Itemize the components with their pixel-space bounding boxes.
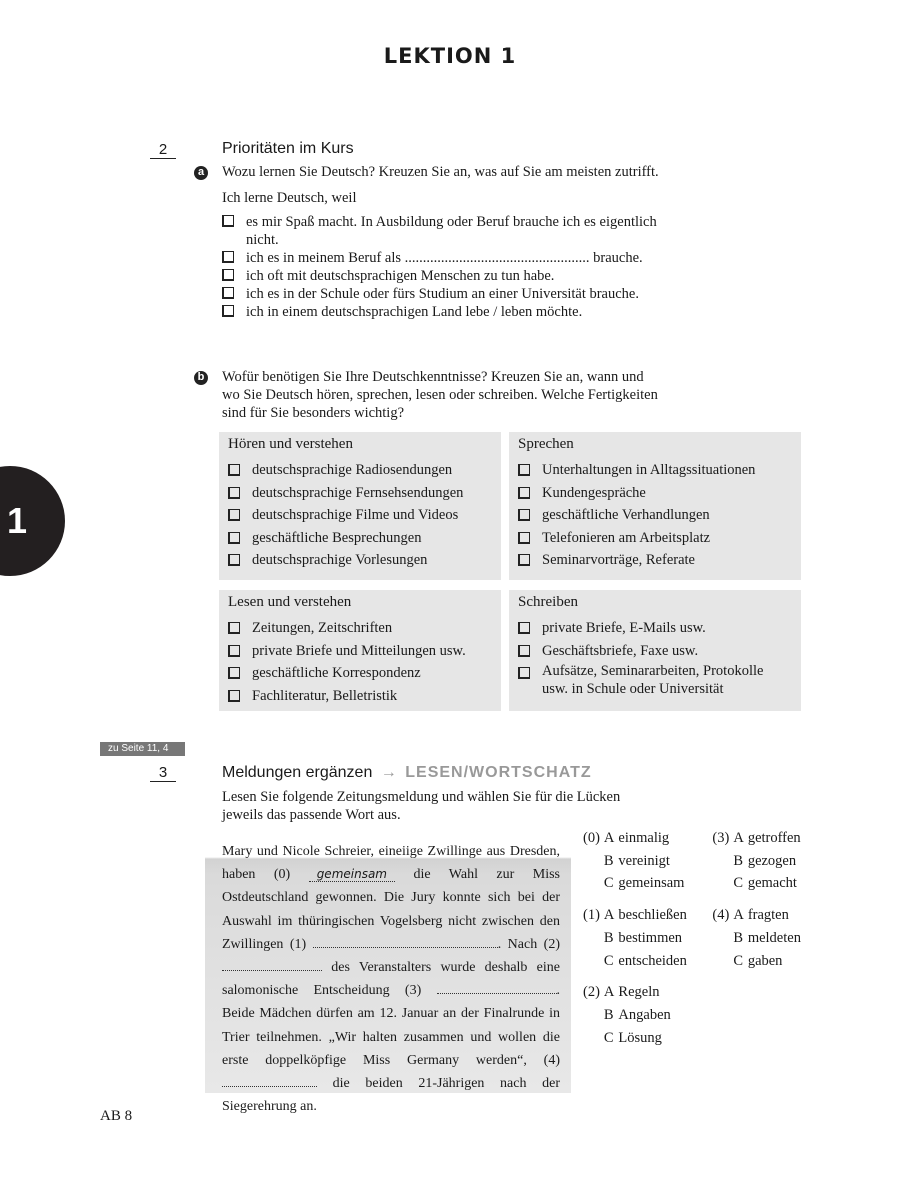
checkbox[interactable] (228, 464, 240, 476)
checkbox[interactable] (518, 509, 530, 521)
checkbox[interactable] (228, 532, 240, 544)
skill-box-schreiben (509, 590, 801, 711)
page-title: LEKTION 1 (383, 44, 517, 68)
checkbox[interactable] (228, 667, 240, 679)
checkbox-label: Kundengespräche (542, 484, 646, 501)
checkbox-item (228, 482, 492, 505)
checkbox[interactable] (518, 622, 530, 634)
checkbox[interactable] (518, 645, 530, 657)
option-word[interactable]: fragten (747, 907, 789, 924)
chapter-tab (0, 466, 65, 576)
gap-1[interactable] (313, 947, 498, 948)
checkbox[interactable] (222, 287, 234, 299)
text: . Beide Mädchen dürfen am 12. Januar an der Finalrunde in Trier teilnehmen. „Wir halten zusammen und wollen die erste doppelköpfige Miss Germany werden“, (4) (222, 983, 560, 1068)
checkbox-label: Telefonieren am Arbeitsplatz (542, 529, 711, 546)
news-text (222, 840, 560, 1118)
option-word[interactable]: vereinigt (618, 852, 670, 869)
checkbox-item (518, 617, 792, 640)
text: Mary und Nicole Schreier, eineiige Zwillinge aus Dresden, haben (0) (222, 844, 560, 883)
checkbox[interactable] (222, 215, 234, 227)
checkbox-label: Seminarvorträge, Referate (542, 552, 695, 569)
checkbox-label: deutschsprachige Fernsehsendungen (252, 484, 464, 501)
checkbox[interactable] (518, 487, 530, 499)
item-number (712, 950, 733, 973)
instruction: Lesen Sie folgende Zeitungsmeldung und wählen Sie für die Lücken jeweils das passende Wort aus. (222, 789, 621, 823)
checkbox-item (518, 482, 792, 505)
checkbox-item (518, 640, 792, 663)
text: . Nach (2) (497, 936, 560, 952)
option-row (583, 981, 805, 1004)
checkbox[interactable] (228, 487, 240, 499)
checkbox-label: Aufsätze, Seminararbeiten, Protokolle usw. in Schule oder Universität (542, 663, 764, 698)
option-letter[interactable]: A (733, 830, 744, 846)
checkbox-item (228, 504, 492, 527)
page-reference-tag: zu Seite 11, 4 (100, 742, 185, 756)
text: die beiden 21-Jährigen nach der Siegerehrung an. (222, 1076, 560, 1115)
checkbox[interactable] (228, 509, 240, 521)
item-number: (3) (712, 830, 730, 846)
checkbox-list (222, 213, 662, 321)
checkbox-label: ich oft mit deutschsprachigen Menschen zu tun habe. (246, 268, 555, 284)
item-number: (1) (583, 907, 600, 924)
checkbox-label: deutschsprachige Vorlesungen (252, 552, 428, 569)
checkbox[interactable] (518, 464, 530, 476)
item-number (583, 1027, 604, 1050)
item-number (583, 1004, 604, 1027)
checkbox-item (518, 504, 792, 527)
option-word[interactable]: bestimmen (618, 929, 683, 946)
exercise-number: 2 (150, 142, 176, 159)
option-letter[interactable]: B (733, 852, 743, 869)
checkbox[interactable] (518, 667, 530, 679)
item-number: (2) (583, 984, 600, 1001)
item-number (583, 872, 604, 895)
option-letter[interactable]: C (603, 875, 614, 892)
exercise-heading: Prioritäten im Kurs (222, 140, 354, 157)
option-letter[interactable]: C (733, 875, 743, 892)
option-word[interactable]: getroffen (747, 830, 801, 846)
checkbox-item (222, 249, 662, 267)
checkbox-item (228, 640, 492, 663)
item-number (583, 950, 604, 973)
item-number (712, 850, 733, 873)
text: die Wahl zur Miss Ostdeutschland gewonnen. Die Jury konnte sich bei der Auswahl im thüringischen Vogelsberg nicht zwischen den Zwillingen (1) (222, 867, 561, 952)
option-letter[interactable]: A (733, 907, 744, 924)
option-row (583, 950, 805, 973)
checkbox[interactable] (222, 269, 234, 281)
marker-a: a (194, 166, 208, 180)
option-word[interactable]: beschließen (618, 907, 687, 924)
instruction: Wofür benötigen Sie Ihre Deutschkenntnisse? Kreuzen Sie an, wann und wo Sie Deutsch hören, sprechen, lesen oder schreiben. Welche Fertigkeiten sind für Sie besonders wichtig? (222, 369, 658, 421)
option-row (583, 1027, 805, 1050)
option-letter[interactable]: B (603, 929, 614, 946)
option-letter[interactable]: B (603, 1006, 614, 1023)
checkbox-label: private Briefe und Mitteilungen usw. (252, 642, 466, 659)
chapter-number: 1 (7, 500, 28, 541)
checkbox-item (518, 459, 792, 482)
option-word[interactable]: gemacht (747, 875, 797, 892)
option-row (583, 904, 805, 927)
checkbox[interactable] (228, 554, 240, 566)
checkbox-item (228, 549, 492, 572)
box-title: Schreiben (518, 594, 578, 610)
item-number (712, 927, 733, 950)
skill-label: LESEN/WORTSCHATZ (405, 764, 592, 781)
option-word[interactable]: Lösung (618, 1029, 662, 1046)
instruction: Wozu lernen Sie Deutsch? Kreuzen Sie an, was auf Sie am meisten zutrifft. (222, 164, 659, 180)
checkbox[interactable] (228, 622, 240, 634)
exercise-heading: Meldungen ergänzen (222, 764, 373, 781)
skill-box-sprechen (509, 432, 801, 580)
item-number: (4) (712, 907, 730, 924)
option-word[interactable]: meldeten (747, 929, 801, 946)
lead-text: Ich lerne Deutsch, weil (222, 190, 357, 206)
option-letter[interactable]: A (603, 984, 615, 1001)
option-row (583, 927, 805, 950)
checkbox[interactable] (228, 645, 240, 657)
option-row (583, 1004, 805, 1027)
gap-3[interactable] (437, 993, 557, 994)
skill-box-lesen (219, 590, 501, 711)
checkbox-item (518, 662, 792, 698)
checkbox-label: private Briefe, E-Mails usw. (542, 620, 706, 636)
checkbox-item (228, 685, 492, 708)
checkbox-label: deutschsprachige Filme und Videos (252, 507, 459, 524)
checkbox-item (222, 213, 662, 249)
checkbox[interactable] (518, 554, 530, 566)
item-number (583, 850, 604, 873)
option-word[interactable]: Regeln (618, 984, 660, 1001)
option-letter[interactable]: C (603, 1029, 614, 1046)
marker-b: b (194, 371, 208, 385)
option-word[interactable]: entscheiden (618, 952, 687, 969)
checkbox[interactable] (228, 690, 240, 702)
gap-4[interactable] (222, 1086, 317, 1087)
box-title: Hören und verstehen (228, 436, 353, 452)
checkbox-item (228, 459, 492, 482)
answer-options (583, 827, 823, 1049)
checkbox[interactable] (222, 305, 234, 317)
checkbox-label: Fachliteratur, Belletristik (252, 687, 398, 704)
checkbox-item (518, 549, 792, 572)
box-title: Lesen und verstehen (228, 594, 352, 610)
option-letter[interactable]: A (603, 830, 615, 846)
page-number: AB 8 (100, 1108, 133, 1124)
option-letter[interactable]: A (603, 907, 615, 924)
option-word[interactable]: gezogen (747, 852, 797, 869)
option-word[interactable]: Angaben (618, 1006, 671, 1023)
option-row (583, 872, 805, 895)
checkbox-label: ich es in meinem Beruf als ................................................... brauche. (246, 250, 643, 266)
option-letter[interactable]: C (733, 952, 743, 969)
checkbox[interactable] (222, 251, 234, 263)
checkbox-item (518, 527, 792, 550)
checkbox-label: geschäftliche Verhandlungen (542, 507, 710, 524)
text: des Veranstalters wurde deshalb eine salomonische Entscheidung (3) (222, 960, 560, 999)
checkbox-item (228, 527, 492, 550)
option-word[interactable]: gaben (747, 952, 783, 969)
item-number (712, 872, 733, 895)
gap-0-answer[interactable]: gemeinsam (309, 867, 395, 882)
option-word[interactable]: einmalig (618, 830, 670, 846)
checkbox-label: geschäftliche Korrespondenz (252, 665, 421, 682)
option-letter[interactable]: C (603, 952, 614, 969)
checkbox-item (228, 617, 492, 640)
checkbox[interactable] (518, 532, 530, 544)
part-a (222, 163, 662, 321)
skill-box-hoeren (219, 432, 501, 580)
option-row (583, 827, 805, 850)
option-row (583, 850, 805, 873)
arrow-icon: → (380, 764, 397, 781)
option-word[interactable]: gemeinsam (618, 875, 685, 892)
option-letter[interactable]: B (603, 852, 614, 869)
item-number: (0) (583, 830, 600, 846)
gap-2[interactable] (222, 970, 322, 971)
checkbox-label: ich es in der Schule oder fürs Studium an einer Universität brauche. (246, 286, 639, 302)
checkbox-label: deutschsprachige Radiosendungen (252, 462, 453, 478)
checkbox-item (222, 303, 662, 321)
item-number (583, 927, 604, 950)
checkbox-item (222, 285, 662, 303)
checkbox-label: Geschäftsbriefe, Faxe usw. (542, 642, 699, 659)
checkbox-label: ich in einem deutschsprachigen Land lebe / leben möchte. (246, 304, 583, 320)
checkbox-item (222, 267, 662, 285)
exercise-number: 3 (150, 765, 176, 782)
checkbox-item (228, 662, 492, 685)
box-title: Sprechen (518, 436, 574, 452)
checkbox-label: es mir Spaß macht. In Ausbildung oder Beruf brauche ich es eigentlich nicht. (246, 214, 657, 248)
checkbox-label: Unterhaltungen in Alltagssituationen (542, 462, 756, 478)
exercise-heading-row (222, 764, 592, 782)
checkbox-label: geschäftliche Besprechungen (252, 529, 422, 546)
option-letter[interactable]: B (733, 929, 743, 946)
checkbox-label: Zeitungen, Zeitschriften (252, 620, 393, 636)
